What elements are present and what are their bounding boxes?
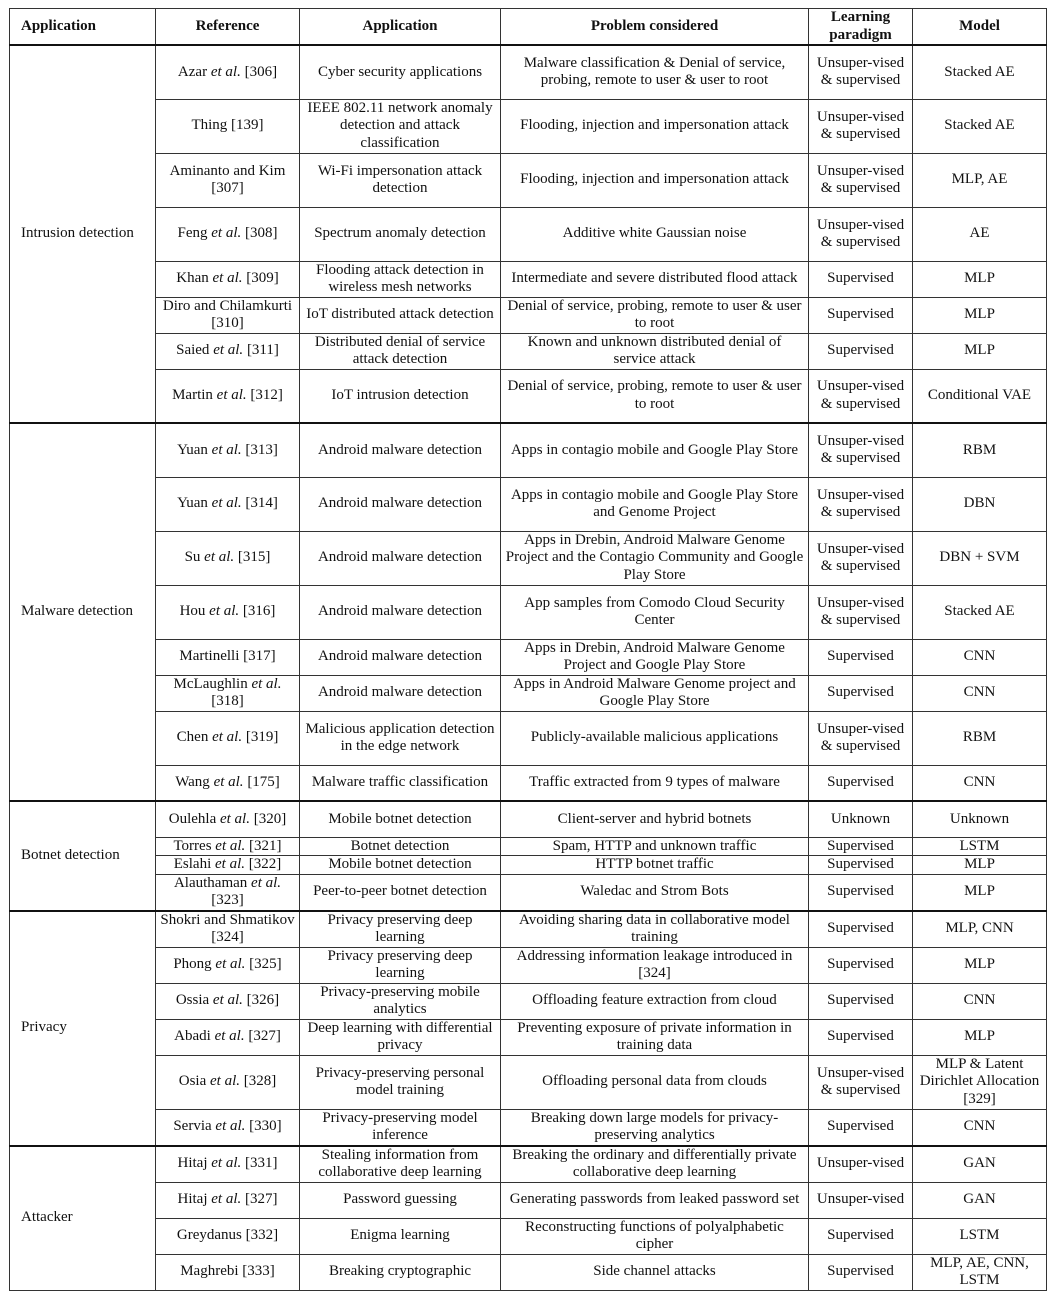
problem-cell: Known and unknown distributed denial of service attack (501, 333, 809, 369)
reference-etal: et al. (212, 270, 243, 287)
reference-etal: et al. (216, 387, 247, 403)
reference-authors: Martinelli (179, 648, 240, 665)
model-cell: MLP, CNN (913, 911, 1047, 948)
paradigm-cell: Supervised (809, 261, 913, 297)
table-row (10, 45, 1047, 99)
reference-authors: Torres (173, 837, 212, 854)
paradigm-cell: Supervised (809, 874, 913, 911)
problem-cell: Traffic extracted from 9 types of malware (501, 765, 809, 801)
reference-cell (156, 99, 300, 153)
reference-cell (156, 675, 300, 711)
problem-cell: Generating passwords from leaked password set (501, 1182, 809, 1218)
reference-number: [325] (249, 956, 282, 973)
reference-number: [313] (245, 441, 278, 458)
reference-cell (156, 1146, 300, 1183)
problem-cell: Apps in contagio mobile and Google Play Store (501, 423, 809, 477)
reference-cell (156, 837, 300, 856)
table-row (10, 477, 1047, 531)
paradigm-cell: Unsuper-vised & supervised (809, 153, 913, 207)
paradigm-cell: Unsuper-vised & supervised (809, 45, 913, 99)
application-cell: Privacy preserving deep learning (300, 947, 501, 983)
problem-cell: Apps in Drebin, Android Malware Genome Project and Google Play Store (501, 639, 809, 675)
application-cell: Peer-to-peer botnet detection (300, 874, 501, 911)
reference-cell (156, 207, 300, 261)
paradigm-cell: Unsuper-vised & supervised (809, 711, 913, 765)
model-cell: Stacked AE (913, 99, 1047, 153)
table-row (10, 99, 1047, 153)
model-cell: GAN (913, 1182, 1047, 1218)
paradigm-cell: Unsuper-vised & supervised (809, 531, 913, 585)
table-row (10, 856, 1047, 875)
problem-cell: Breaking down large models for privacy-preserving analytics (501, 1109, 809, 1146)
table-row (10, 765, 1047, 801)
reference-number: [306] (244, 63, 278, 80)
problem-cell: Additive white Gaussian noise (501, 207, 809, 261)
problem-cell: Apps in Drebin, Android Malware Genome Project and the Contagio Community and Google Play Store (501, 531, 809, 585)
reference-etal: et al. (215, 837, 246, 854)
reference-number: [315] (237, 549, 271, 566)
group-label: Malware detection (10, 423, 156, 801)
problem-cell: Offloading feature extraction from cloud (501, 983, 809, 1019)
problem-cell: Reconstructing functions of polyalphabetic cipher (501, 1218, 809, 1254)
reference-number: [314] (245, 495, 278, 512)
reference-cell (156, 153, 300, 207)
model-cell: MLP (913, 856, 1047, 875)
table-row (10, 1146, 1047, 1183)
table-row (10, 423, 1047, 477)
reference-cell (156, 369, 300, 423)
application-cell: Android malware detection (300, 423, 501, 477)
problem-cell: Addressing information leakage introduced in [324] (501, 947, 809, 983)
application-cell: Spectrum anomaly detection (300, 207, 501, 261)
reference-authors: Ossia (175, 992, 210, 1009)
model-cell: LSTM (913, 1218, 1047, 1254)
problem-cell: Intermediate and severe distributed flood attack (501, 261, 809, 297)
reference-authors: Feng (177, 225, 208, 242)
reference-cell (156, 45, 300, 99)
reference-authors: Hou (179, 603, 206, 620)
reference-etal: et al. (210, 1073, 240, 1090)
header-reference: Reference (156, 9, 300, 46)
reference-etal: et al. (214, 1028, 245, 1045)
reference-etal: et al. (215, 956, 246, 973)
table-row (10, 801, 1047, 837)
reference-number: [316] (242, 603, 276, 620)
paradigm-cell: Supervised (809, 1109, 913, 1146)
group-label: Botnet detection (10, 801, 156, 911)
paradigm-cell: Unsuper-vised (809, 1146, 913, 1183)
reference-authors: Hitaj (177, 1155, 208, 1172)
group-label: Attacker (10, 1146, 156, 1291)
reference-number: [328] (243, 1073, 277, 1090)
table-row (10, 711, 1047, 765)
reference-number: [331] (245, 1155, 278, 1172)
reference-number: [324] (211, 929, 244, 945)
model-cell: MLP, AE (913, 153, 1047, 207)
reference-authors: Eslahi (173, 856, 212, 872)
reference-number: [332] (245, 1227, 279, 1244)
reference-cell (156, 297, 300, 333)
model-cell: AE (913, 207, 1047, 261)
table-row (10, 153, 1047, 207)
model-cell: MLP (913, 947, 1047, 983)
reference-number: [309] (246, 270, 279, 287)
reference-cell (156, 1182, 300, 1218)
reference-cell (156, 947, 300, 983)
paradigm-cell: Supervised (809, 983, 913, 1019)
reference-etal: et al. (219, 810, 250, 827)
problem-cell: Client-server and hybrid botnets (501, 801, 809, 837)
model-cell: MLP (913, 333, 1047, 369)
paradigm-cell: Supervised (809, 856, 913, 875)
problem-cell: Apps in contagio mobile and Google Play Store and Genome Project (501, 477, 809, 531)
model-cell: CNN (913, 675, 1047, 711)
model-cell: Unknown (913, 801, 1047, 837)
paradigm-cell: Supervised (809, 837, 913, 856)
model-cell: MLP (913, 874, 1047, 911)
reference-cell (156, 333, 300, 369)
table-row (10, 874, 1047, 911)
table-row (10, 911, 1047, 948)
reference-cell (156, 856, 300, 875)
reference-etal: et al. (209, 603, 240, 620)
application-cell: IoT intrusion detection (300, 369, 501, 423)
reference-cell (156, 1055, 300, 1109)
table-row (10, 1019, 1047, 1055)
model-cell: LSTM (913, 837, 1047, 856)
table-row (10, 261, 1047, 297)
application-cell: Flooding attack detection in wireless mesh networks (300, 261, 501, 297)
reference-etal: et al. (211, 1155, 242, 1172)
application-cell: Android malware detection (300, 585, 501, 639)
reference-number: [312] (250, 387, 283, 403)
model-cell: CNN (913, 1109, 1047, 1146)
table-row (10, 675, 1047, 711)
paradigm-cell: Supervised (809, 947, 913, 983)
application-cell: Password guessing (300, 1182, 501, 1218)
reference-etal: et al. (213, 774, 244, 790)
application-cell: Mobile botnet detection (300, 856, 501, 875)
application-cell: Cyber security applications (300, 45, 501, 99)
application-cell: Malicious application detection in the edge network (300, 711, 501, 765)
reference-cell (156, 874, 300, 911)
table-row (10, 1055, 1047, 1109)
reference-authors: Hitaj (177, 1191, 208, 1208)
reference-cell (156, 423, 300, 477)
reference-number: [139] (231, 117, 264, 134)
reference-cell (156, 765, 300, 801)
table-row (10, 1254, 1047, 1290)
problem-cell: Preventing exposure of private information in training data (501, 1019, 809, 1055)
reference-cell (156, 1019, 300, 1055)
problem-cell: Offloading personal data from clouds (501, 1055, 809, 1109)
header-group: Application (10, 9, 156, 46)
reference-etal: et al. (210, 63, 241, 80)
table-row (10, 585, 1047, 639)
reference-number: [320] (253, 810, 287, 827)
model-cell: MLP (913, 1019, 1047, 1055)
reference-cell (156, 477, 300, 531)
model-cell: CNN (913, 983, 1047, 1019)
application-cell: Android malware detection (300, 639, 501, 675)
application-cell: Privacy-preserving personal model training (300, 1055, 501, 1109)
application-cell: Wi-Fi impersonation attack detection (300, 153, 501, 207)
problem-cell: Side channel attacks (501, 1254, 809, 1290)
model-cell: MLP & Latent Dirichlet Allocation [329] (913, 1055, 1047, 1109)
problem-cell: Publicly-available malicious applications (501, 711, 809, 765)
model-cell: CNN (913, 639, 1047, 675)
application-cell: Malware traffic classification (300, 765, 501, 801)
reference-etal: et al. (212, 729, 243, 746)
reference-etal: et al. (211, 225, 242, 242)
model-cell: DBN (913, 477, 1047, 531)
reference-number: [317] (243, 648, 276, 665)
problem-cell: Malware classification & Denial of service, probing, remote to user & user to root (501, 45, 809, 99)
reference-authors: Yuan (177, 495, 208, 512)
header-paradigm: Learning paradigm (809, 9, 913, 46)
reference-number: [310] (211, 315, 244, 331)
group-label: Intrusion detection (10, 45, 156, 423)
paradigm-cell: Unknown (809, 801, 913, 837)
reference-etal: et al. (215, 856, 245, 872)
problem-cell: Denial of service, probing, remote to user & user to root (501, 369, 809, 423)
paradigm-cell: Unsuper-vised & supervised (809, 477, 913, 531)
reference-number: [175] (247, 774, 280, 790)
application-cell: Android malware detection (300, 477, 501, 531)
reference-etal: et al. (213, 342, 244, 359)
table-row (10, 1109, 1047, 1146)
reference-etal: et al. (215, 1118, 246, 1135)
application-cell: Android malware detection (300, 531, 501, 585)
reference-cell (156, 1254, 300, 1290)
paradigm-cell: Unsuper-vised & supervised (809, 1055, 913, 1109)
reference-number: [308] (245, 225, 278, 242)
reference-authors: Servia (173, 1118, 212, 1135)
header-row (10, 9, 1047, 46)
table-row (10, 1182, 1047, 1218)
reference-etal: et al. (211, 1191, 242, 1208)
reference-authors: Phong (173, 956, 212, 973)
application-cell: Breaking cryptographic (300, 1254, 501, 1290)
header-problem: Problem considered (501, 9, 809, 46)
paradigm-cell: Supervised (809, 639, 913, 675)
paradigm-cell: Supervised (809, 1019, 913, 1055)
application-cell: Privacy-preserving mobile analytics (300, 983, 501, 1019)
model-cell: DBN + SVM (913, 531, 1047, 585)
problem-cell: Flooding, injection and impersonation attack (501, 99, 809, 153)
model-cell: RBM (913, 423, 1047, 477)
paradigm-cell: Supervised (809, 911, 913, 948)
reference-authors: Diro and Chilamkurti (162, 297, 293, 314)
table-row (10, 333, 1047, 369)
table-row (10, 639, 1047, 675)
reference-authors: Yuan (177, 441, 208, 458)
reference-authors: Wang (175, 774, 210, 790)
application-cell: IEEE 802.11 network anomaly detection and attack classification (300, 99, 501, 153)
reference-authors: Abadi (174, 1028, 211, 1045)
reference-authors: Martin (172, 387, 213, 403)
reference-number: [323] (211, 892, 244, 908)
reference-cell (156, 261, 300, 297)
paradigm-cell: Supervised (809, 1218, 913, 1254)
table-row (10, 983, 1047, 1019)
model-cell: Stacked AE (913, 585, 1047, 639)
table-row (10, 207, 1047, 261)
paradigm-cell: Supervised (809, 333, 913, 369)
application-cell: IoT distributed attack detection (300, 297, 501, 333)
problem-cell: Waledac and Strom Bots (501, 874, 809, 911)
problem-cell: Apps in Android Malware Genome project and Google Play Store (501, 675, 809, 711)
reference-cell (156, 711, 300, 765)
reference-authors: Saied (176, 342, 210, 359)
reference-authors: Alauthaman (173, 874, 248, 891)
reference-etal: et al. (251, 874, 282, 891)
reference-cell (156, 585, 300, 639)
table-body (10, 45, 1047, 1290)
reference-etal: et al. (211, 441, 242, 458)
reference-authors: Oulehla (168, 810, 217, 827)
application-cell: Privacy-preserving model inference (300, 1109, 501, 1146)
paradigm-cell: Unsuper-vised & supervised (809, 369, 913, 423)
model-cell: RBM (913, 711, 1047, 765)
reference-etal: et al. (211, 495, 242, 512)
table-row (10, 297, 1047, 333)
reference-authors: Thing (191, 117, 228, 134)
problem-cell: Flooding, injection and impersonation attack (501, 153, 809, 207)
header-model: Model (913, 9, 1047, 46)
reference-cell (156, 911, 300, 948)
reference-number: [321] (249, 837, 282, 854)
model-cell: MLP (913, 261, 1047, 297)
table-row (10, 1218, 1047, 1254)
reference-authors: Azar (177, 63, 208, 80)
model-cell: Conditional VAE (913, 369, 1047, 423)
table-row (10, 531, 1047, 585)
model-cell: MLP, AE, CNN, LSTM (913, 1254, 1047, 1290)
reference-etal: et al. (251, 675, 282, 692)
reference-etal: et al. (204, 549, 235, 566)
reference-etal: et al. (212, 992, 243, 1009)
table-row (10, 369, 1047, 423)
reference-cell (156, 531, 300, 585)
reference-number: [327] (248, 1028, 281, 1045)
paradigm-cell: Unsuper-vised & supervised (809, 207, 913, 261)
paradigm-cell: Unsuper-vised & supervised (809, 99, 913, 153)
paradigm-cell: Unsuper-vised & supervised (809, 423, 913, 477)
reference-number: [307] (211, 180, 244, 196)
application-cell: Distributed denial of service attack detection (300, 333, 501, 369)
reference-number: [330] (249, 1118, 282, 1135)
survey-table (9, 8, 1047, 1291)
application-cell: Mobile botnet detection (300, 801, 501, 837)
application-cell: Botnet detection (300, 837, 501, 856)
paradigm-cell: Supervised (809, 675, 913, 711)
problem-cell: Denial of service, probing, remote to user & user to root (501, 297, 809, 333)
group-label: Privacy (10, 911, 156, 1146)
reference-authors: Osia (178, 1073, 207, 1090)
model-cell: CNN (913, 765, 1047, 801)
reference-cell (156, 801, 300, 837)
reference-cell (156, 1218, 300, 1254)
reference-authors: Chen (176, 729, 209, 746)
reference-authors: Su (184, 549, 201, 566)
reference-cell (156, 1109, 300, 1146)
paradigm-cell: Supervised (809, 1254, 913, 1290)
reference-number: [326] (246, 992, 280, 1009)
reference-number: [311] (246, 342, 279, 359)
model-cell: GAN (913, 1146, 1047, 1183)
reference-number: [322] (248, 856, 282, 872)
application-cell: Deep learning with differential privacy (300, 1019, 501, 1055)
reference-cell (156, 983, 300, 1019)
table-row (10, 947, 1047, 983)
reference-cell (156, 639, 300, 675)
problem-cell: App samples from Comodo Cloud Security Center (501, 585, 809, 639)
application-cell: Stealing information from collaborative deep learning (300, 1146, 501, 1183)
model-cell: Stacked AE (913, 45, 1047, 99)
reference-authors: Khan (176, 270, 209, 287)
paradigm-cell: Unsuper-vised & supervised (809, 585, 913, 639)
reference-number: [333] (242, 1263, 275, 1280)
problem-cell: Breaking the ordinary and differentially private collaborative deep learning (501, 1146, 809, 1183)
reference-number: [318] (211, 693, 244, 709)
header-application: Application (300, 9, 501, 46)
table-row (10, 837, 1047, 856)
application-cell: Android malware detection (300, 675, 501, 711)
problem-cell: Spam, HTTP and unknown traffic (501, 837, 809, 856)
application-cell: Enigma learning (300, 1218, 501, 1254)
paradigm-cell: Supervised (809, 297, 913, 333)
reference-authors: Greydanus (176, 1227, 242, 1244)
reference-number: [319] (245, 729, 279, 746)
problem-cell: Avoiding sharing data in collaborative model training (501, 911, 809, 948)
model-cell: MLP (913, 297, 1047, 333)
reference-authors: Shokri and Shmatikov (160, 911, 295, 928)
paradigm-cell: Unsuper-vised (809, 1182, 913, 1218)
application-cell: Privacy preserving deep learning (300, 911, 501, 948)
problem-cell: HTTP botnet traffic (501, 856, 809, 875)
reference-authors: Maghrebi (180, 1263, 239, 1280)
reference-authors: McLaughlin (173, 675, 248, 692)
paradigm-cell: Supervised (809, 765, 913, 801)
reference-number: [327] (245, 1191, 278, 1208)
reference-authors: Aminanto and Kim (169, 162, 286, 179)
